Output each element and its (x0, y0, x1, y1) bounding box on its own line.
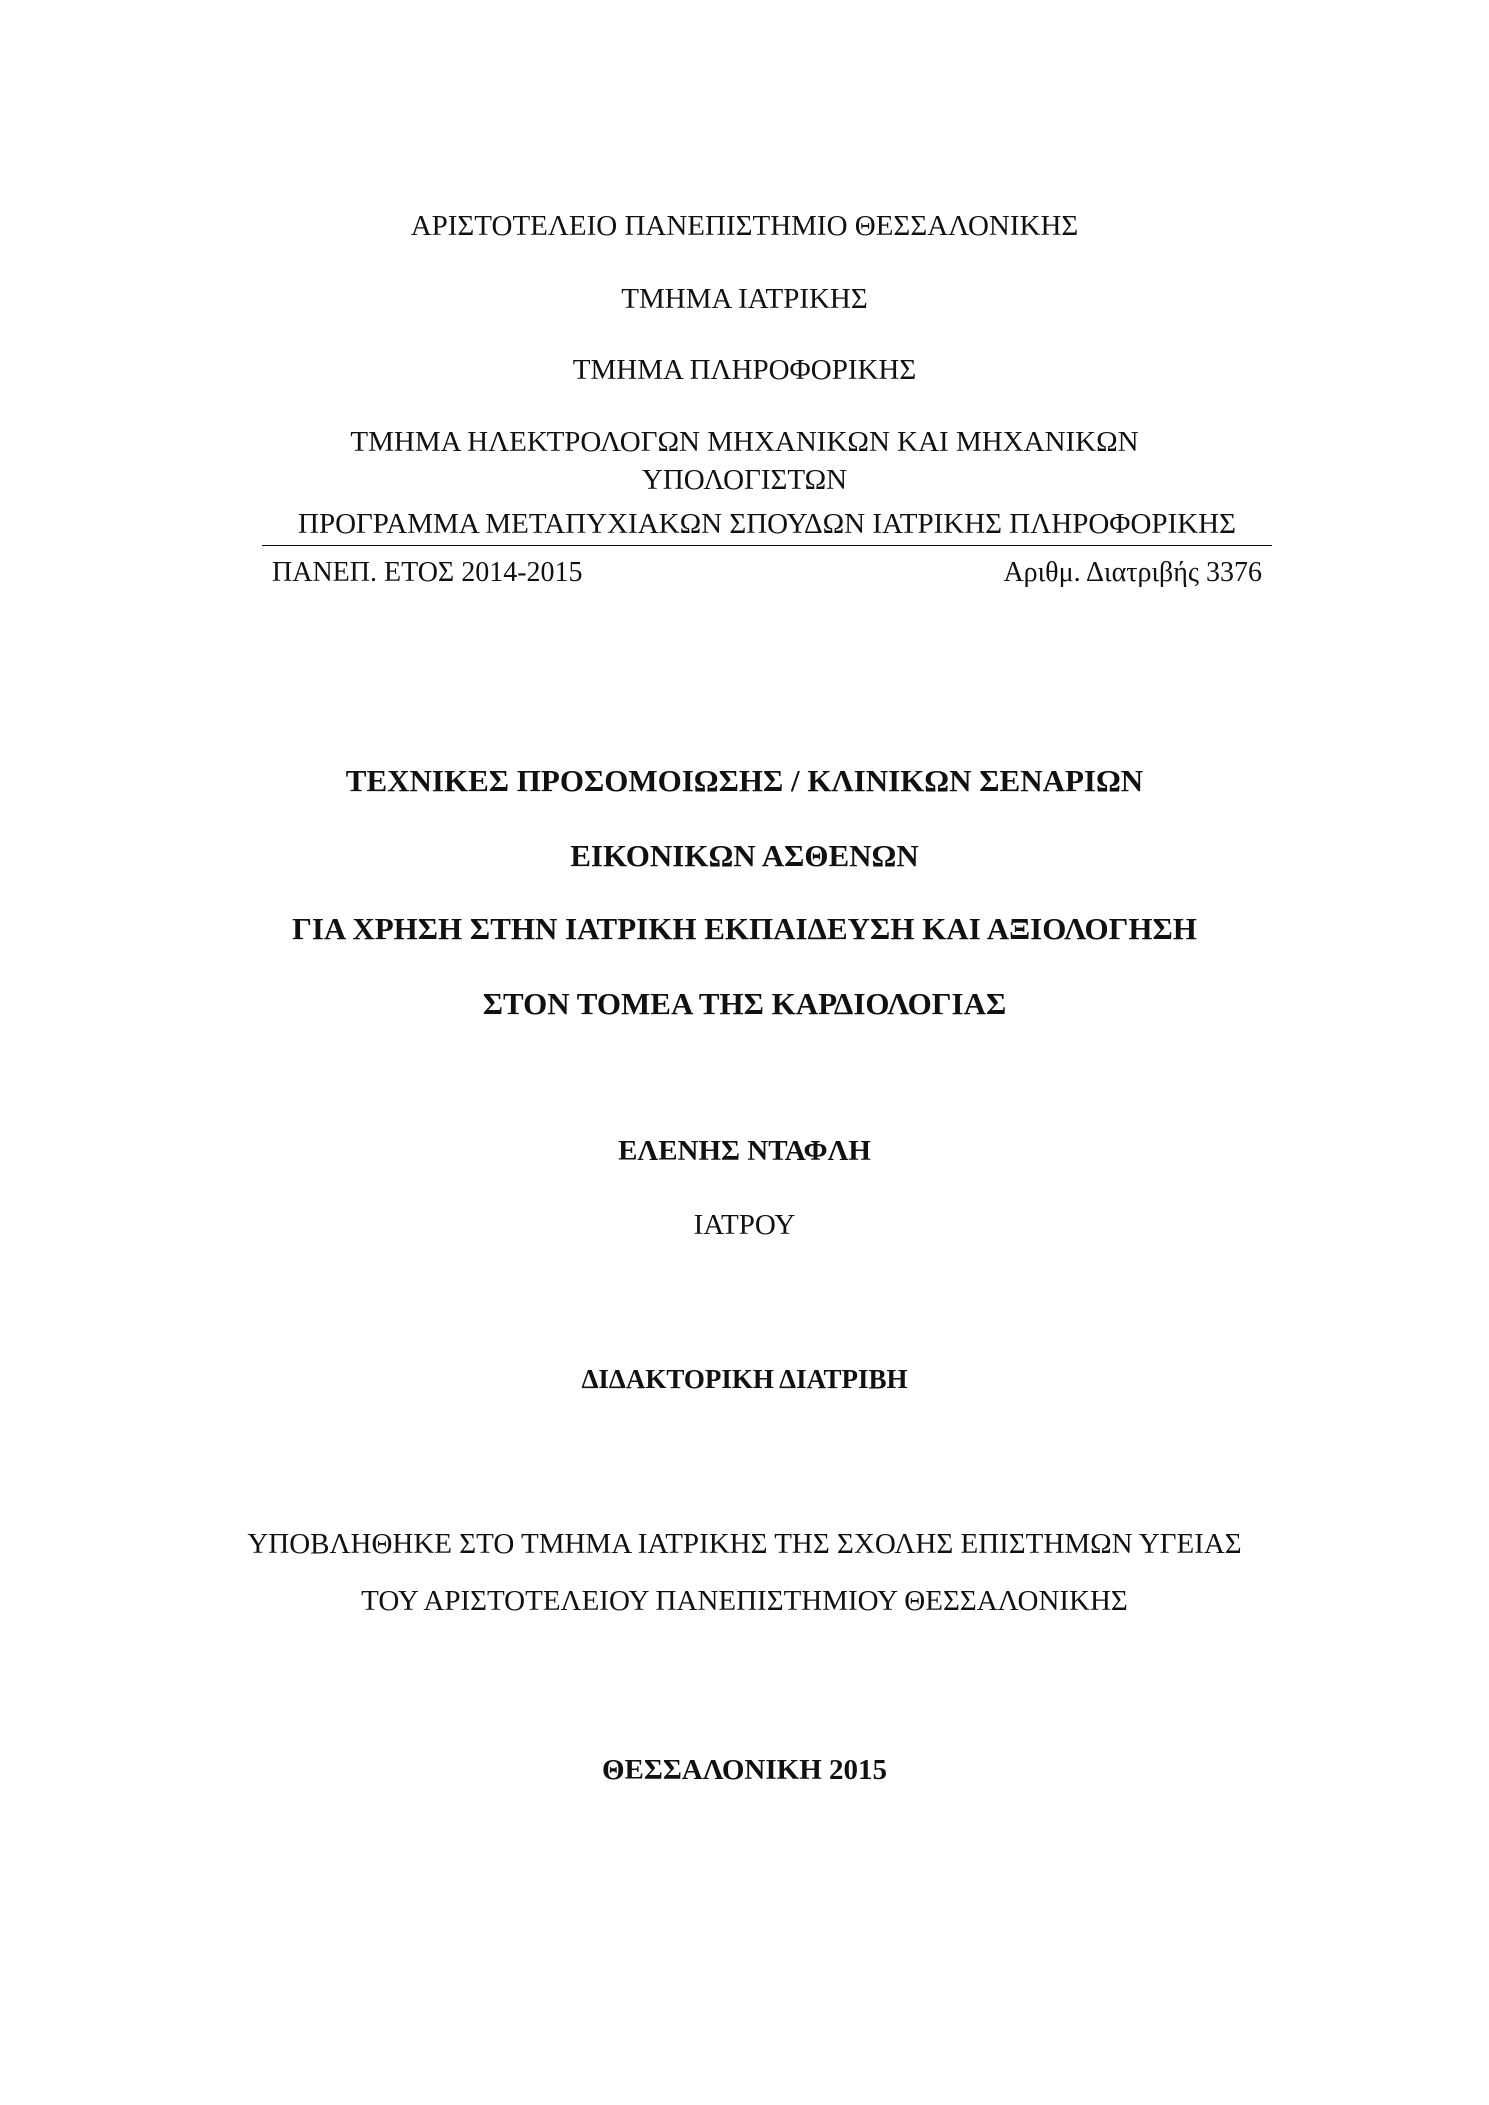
title-line-2: ΕΙΚΟΝΙΚΩΝ ΑΣΘΕΝΩΝ (570, 838, 919, 873)
department-electrical-line2: ΥΠΟΛΟΓΙΣΤΩΝ (641, 464, 848, 496)
academic-year: ΠΑΝΕΠ. ΕΤΟΣ 2014-2015 (272, 557, 583, 588)
submission-line-1: ΥΠΟΒΛΗΘΗΚΕ ΣΤΟ ΤΜΗΜΑ ΙΑΤΡΙΚΗΣ ΤΗΣ ΣΧΟΛΗΣ ΕΠΙΣΤΗΜΩΝ ΥΓΕΙΑΣ (247, 1528, 1242, 1560)
thesis-number: Αριθμ. Διατριβής 3376 (1003, 557, 1262, 588)
header-divider (262, 545, 1272, 546)
department-medicine: ΤΜΗΜΑ ΙΑΤΡΙΚΗΣ (621, 283, 868, 315)
department-informatics: ΤΜΗΜΑ ΠΛΗΡΟΦΟΡΙΚΗΣ (572, 354, 917, 386)
university-name: ΑΡΙΣΤΟΤΕΛΕΙΟ ΠΑΝΕΠΙΣΤΗΜΙΟ ΘΕΣΣΑΛΟΝΙΚΗΣ (410, 210, 1079, 242)
program-name: ΠΡΟΓΡΑΜΜΑ ΜΕΤΑΠΥΧΙΑΚΩΝ ΣΠΟΥΔΩΝ ΙΑΤΡΙΚΗΣ ΠΛΗΡΟΦΟΡΙΚΗΣ (298, 508, 1236, 540)
header-meta-row (272, 559, 1262, 587)
author-name: ΕΛΕΝΗΣ ΝΤΑΦΛΗ (618, 1135, 871, 1167)
author-profession: ΙΑΤΡΟΥ (693, 1209, 796, 1241)
thesis-type: ΔΙΔΑΚΤΟΡΙΚΗ ΔΙΑΤΡΙΒΗ (581, 1364, 908, 1394)
title-line-3: ΓΙΑ ΧΡΗΣΗ ΣΤΗΝ ΙΑΤΡΙΚΗ ΕΚΠΑΙΔΕΥΣΗ ΚΑΙ ΑΞΙΟΛΟΓΗΣΗ (292, 911, 1197, 946)
place-and-year: ΘΕΣΣΑΛΟΝΙΚΗ 2015 (601, 1754, 887, 1786)
department-electrical-line1: ΤΜΗΜΑ ΗΛΕΚΤΡΟΛΟΓΩΝ ΜΗΧΑΝΙΚΩΝ ΚΑΙ ΜΗΧΑΝΙΚΩΝ (350, 426, 1139, 458)
title-line-4: ΣΤΟΝ ΤΟΜΕΑ ΤΗΣ ΚΑΡΔΙΟΛΟΓΙΑΣ (482, 986, 1007, 1021)
title-line-1: ΤΕΧΝΙΚΕΣ ΠΡΟΣΟΜΟΙΩΣΗΣ / ΚΛΙΝΙΚΩΝ ΣΕΝΑΡΙΩΝ (345, 763, 1144, 798)
submission-line-2: ΤΟΥ ΑΡΙΣΤΟΤΕΛΕΙΟΥ ΠΑΝΕΠΙΣΤΗΜΙΟΥ ΘΕΣΣΑΛΟΝΙΚΗΣ (361, 1585, 1128, 1617)
